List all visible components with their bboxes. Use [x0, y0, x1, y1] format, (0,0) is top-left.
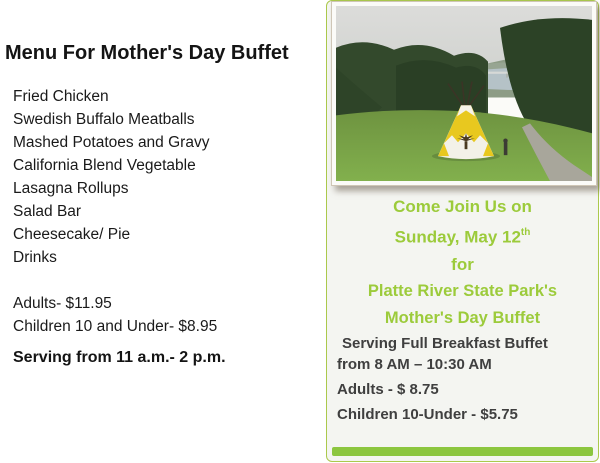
adults-price-line: Adults- $11.95 [13, 295, 112, 312]
sunday-date-line [327, 220, 598, 251]
breakfast-line-1: Serving Full Breakfast Buffet [342, 335, 548, 352]
menu-item: Mashed Potatoes and Gravy [13, 134, 210, 151]
invite-line-1: Come Join Us on [393, 197, 532, 216]
serving-hours-line: Serving from 11 a.m.- 2 p.m. [13, 349, 226, 366]
menu-list [13, 85, 209, 269]
person-figure [503, 139, 507, 156]
right-panel [326, 0, 599, 462]
menu-item: Salad Bar [13, 203, 82, 220]
price-list [13, 292, 217, 338]
menu-item: Lasagna Rollups [13, 180, 129, 197]
invite-line-4: Platte River State Park's [367, 281, 558, 300]
breakfast-line-2: from 8 AM – 10:30 AM [337, 356, 492, 373]
menu-item: Drinks [13, 249, 57, 266]
breakfast-details [337, 333, 548, 425]
menu-item: Fried Chicken [13, 88, 109, 105]
invite-line-3: for [451, 254, 474, 274]
invite-line-5: Mother's Day Buffet [384, 308, 541, 327]
menu-item: California Blend Vegetable [13, 157, 196, 174]
menu-item: Cheesecake/ Pie [13, 226, 131, 243]
park-photo-illustration [336, 6, 592, 181]
invite-text [327, 193, 598, 332]
park-photo [331, 1, 597, 186]
children-price-line: Children 10 and Under- $8.95 [13, 318, 218, 335]
menu-item: Swedish Buffalo Meatballs [13, 111, 195, 128]
date-suffix: th [520, 227, 531, 238]
date-main: Sunday, May 12 [394, 227, 521, 247]
breakfast-children-price: Children 10-Under - $5.75 [337, 406, 518, 423]
breakfast-adults-price: Adults - $ 8.75 [337, 381, 439, 398]
green-accent-bar [332, 447, 593, 456]
page-title: Menu For Mother's Day Buffet [5, 42, 289, 64]
